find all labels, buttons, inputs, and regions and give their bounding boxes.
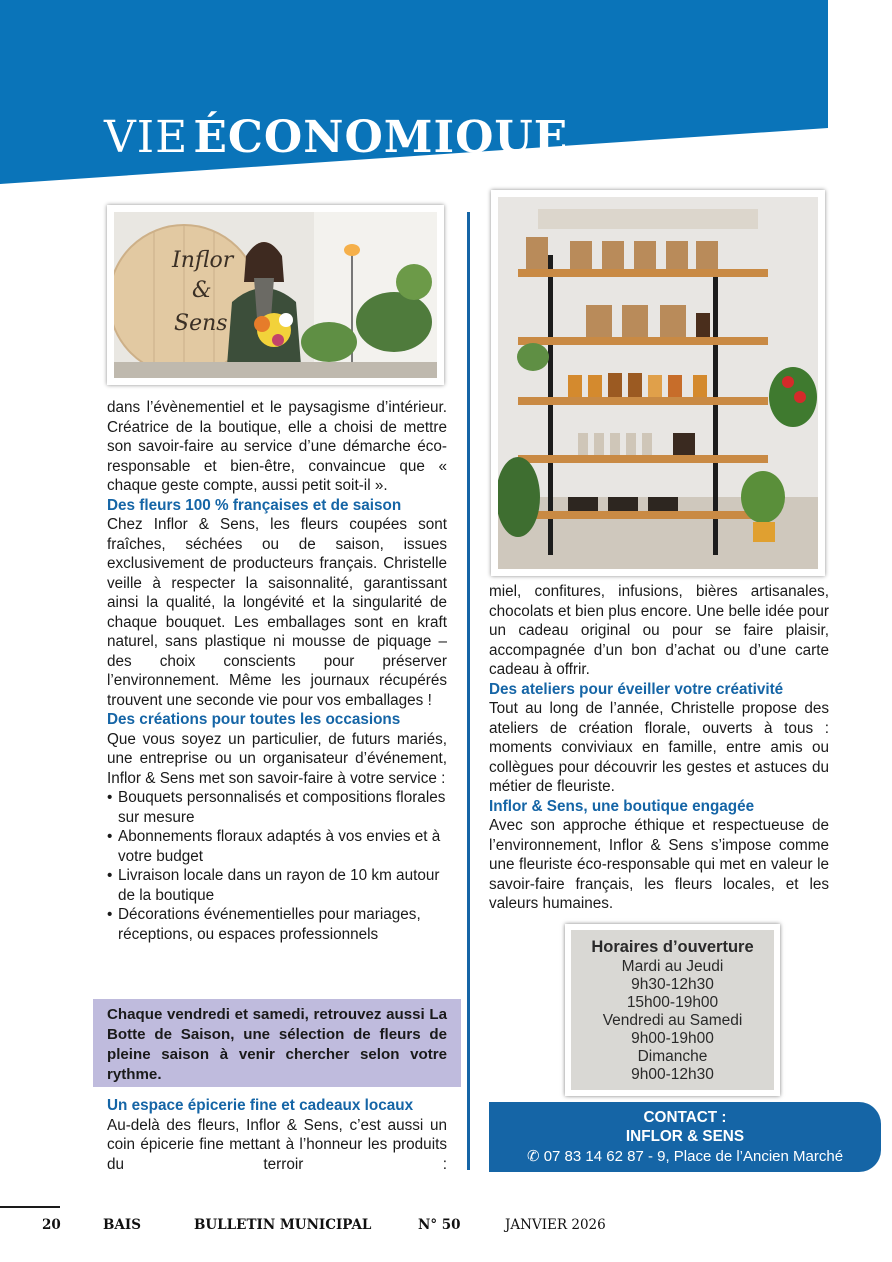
- hours-line: Mardi au Jeudi: [621, 958, 724, 975]
- section-title-word-2: ÉCONOMIQUE: [193, 112, 569, 163]
- contact-phone-address[interactable]: 07 83 14 62 87 - 9, Place de l’Ancien Marché: [543, 1148, 844, 1165]
- contact-box: [489, 1102, 881, 1172]
- page-section-title: [104, 112, 568, 192]
- heading-workshops: Des ateliers pour éveiller votre créativité: [489, 680, 784, 698]
- phone-icon: ✆: [526, 1148, 540, 1165]
- contact-business-name: INFLOR & SENS: [625, 1128, 745, 1145]
- footer-bulletin-title: BULLETIN MUNICIPAL: [194, 1217, 372, 1233]
- contact-details: [489, 1146, 881, 1168]
- paragraph-workshops: Tout au long de l’année, Christelle propose des ateliers de création florale, ouverts à tous : moments conviviaux en famille, entre amis ou collègues pour découvrir les gestes et astuces du métier de fleuriste.: [489, 700, 829, 795]
- left-article-column: [107, 398, 447, 944]
- sign-text-and: &: [192, 278, 212, 303]
- opening-hours-content: [571, 930, 774, 1090]
- intro-paragraph: dans l’évènementiel et le paysagisme d’intérieur. Créatrice de la boutique, elle a choisi de mettre son savoir-faire au service d’une démarche éco-responsable et bien-être, convaincue que « chaque geste compte, aussi petit soit-il ».: [107, 399, 447, 494]
- hours-line: 9h00-12h30: [631, 1066, 714, 1083]
- hours-line: 9h00-19h00: [631, 1030, 714, 1047]
- sign-text-sens: Sens: [174, 311, 228, 336]
- bullet-icon: •: [107, 867, 113, 884]
- contact-label: CONTACT :: [643, 1109, 727, 1126]
- hours-line: 15h00-19h00: [626, 994, 719, 1011]
- footer-issue-number: N° 50: [418, 1217, 461, 1233]
- footer-town: BAIS: [103, 1217, 141, 1233]
- left-article-column-bottom: [107, 1096, 447, 1174]
- right-article-column: [489, 582, 829, 914]
- florist-portrait-photo: [107, 205, 444, 385]
- paragraph-grocery: Au-delà des fleurs, Inflor & Sens, c’est aussi un coin épicerie fine mettant à l’honneur les produits du terroir :: [107, 1116, 447, 1173]
- bullet-icon: •: [107, 789, 113, 806]
- heading-engaged-shop: Inflor & Sens, une boutique engagée: [489, 797, 755, 815]
- hours-line: Dimanche: [637, 1048, 708, 1065]
- hours-line: Vendredi au Samedi: [602, 1012, 743, 1029]
- section-title-word-1: VIE: [104, 112, 189, 163]
- paragraph-creations: Que vous soyez un particulier, de futurs mariés, une entreprise ou un organisateur d’événement, Inflor & Sens met son savoir-faire à votre service :: [107, 730, 447, 787]
- bullet-icon: •: [107, 906, 113, 923]
- shop-shelves-photo: [491, 190, 825, 576]
- list-item: • Décorations événementielles pour mariages, réceptions, ou espaces professionnels: [107, 906, 421, 943]
- column-divider: [467, 212, 470, 1170]
- footer-rule: [0, 1206, 60, 1208]
- paragraph-engaged-shop: Avec son approche éthique et respectueuse de l’environnement, Inflor & Sens s’impose comme une fleuriste éco-responsable qui met en valeur le savoir-faire français, les fleurs locales, et les valeurs humaines.: [489, 817, 829, 912]
- sign-text-inflor: Inflor: [172, 248, 234, 273]
- list-item: • Bouquets personnalisés et compositions florales sur mesure: [107, 789, 446, 826]
- services-list: [107, 788, 447, 944]
- highlight-box: Chaque vendredi et samedi, retrouvez aussi La Botte de Saison, une sélection de fleurs de pleine saison à venir chercher selon votre rythme.: [93, 999, 461, 1087]
- list-item: • Livraison locale dans un rayon de 10 km autour de la boutique: [107, 867, 440, 904]
- shop-shelves-image: [498, 197, 818, 569]
- heading-french-flowers: Des fleurs 100 % françaises et de saison: [107, 496, 402, 514]
- florist-portrait-image: [114, 212, 437, 378]
- heading-creations: Des créations pour toutes les occasions: [107, 711, 401, 728]
- heading-grocery: Un espace épicerie fine et cadeaux locaux: [107, 1097, 414, 1114]
- hours-line: 9h30-12h30: [631, 976, 714, 993]
- footer-date: JANVIER 2026: [505, 1217, 606, 1233]
- paragraph-grocery-continued: miel, confitures, infusions, bières artisanales, chocolats et bien plus encore. Une belle idée pour un cadeau original ou pour se faire plaisir, accompagnée d’un bon d’achat ou d’une carte cadeau à offrir.: [489, 583, 829, 678]
- list-item: • Abonnements floraux adaptés à vos envies et à votre budget: [107, 828, 441, 865]
- bullet-icon: •: [107, 828, 113, 845]
- opening-hours-card: [565, 924, 780, 1096]
- paragraph-french-flowers: Chez Inflor & Sens, les fleurs coupées sont fraîches, séchées ou de saison, issues exclusivement de producteurs français. Christelle veille à respecter la saisonnalité, garantissant ainsi la qualité, la longévité et la singularité de chaque bouquet. Les emballages sont en kraft naturel, sans plastique ni mousse de piquage – des choix conscients pour préserver l’environnement. Même les journaux récupérés trouvent une seconde vie pour vos emballages !: [107, 516, 447, 709]
- footer-page-number: 20: [42, 1217, 61, 1233]
- opening-hours-title: Horaires d’ouverture: [591, 938, 754, 956]
